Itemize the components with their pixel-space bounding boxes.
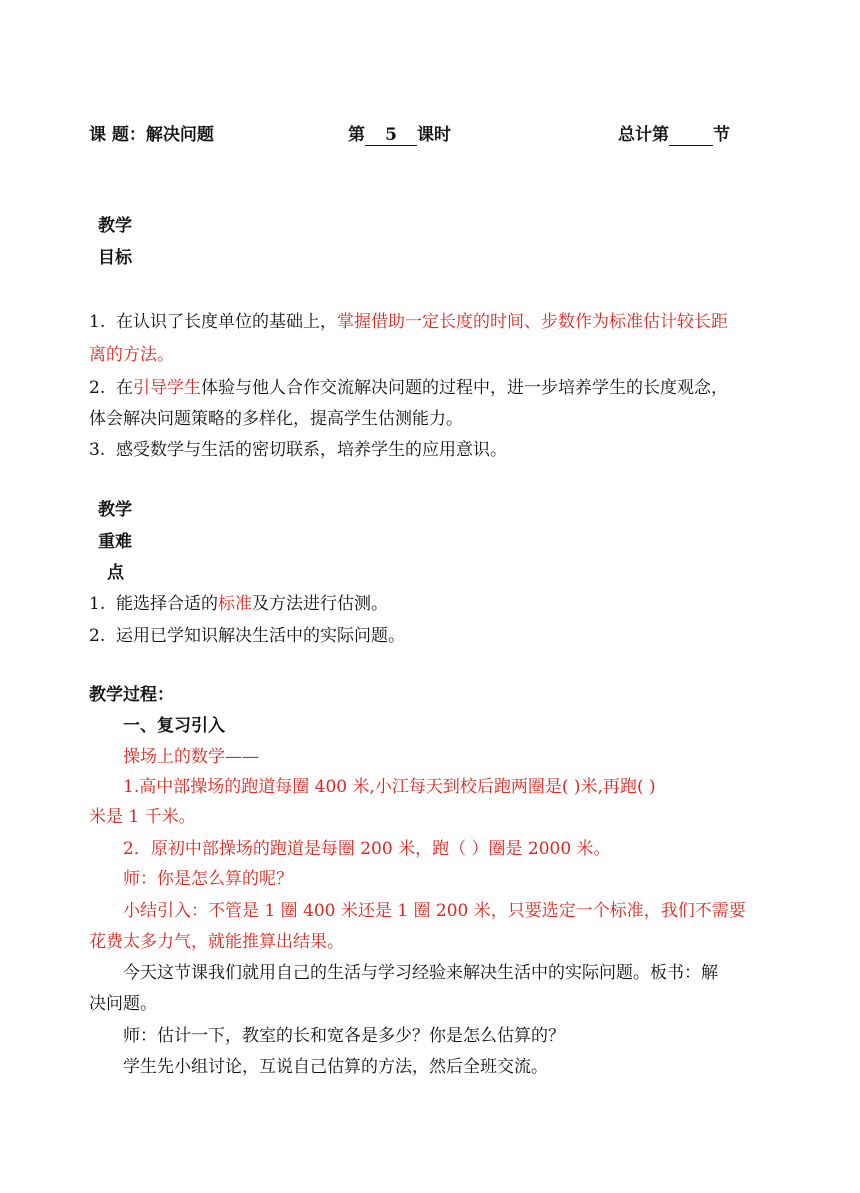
process-para-5: 小结引入：不管是 1 圈 400 米还是 1 圈 200 米，只要选定一个标准，我们不需要 — [123, 901, 746, 921]
topic-label: 课 题： — [89, 125, 146, 145]
process-para-5-cont: 花费太多力气，就能推算出结果。 — [89, 932, 344, 952]
goal-item-2: 2. 在引导学生体验与他人合作交流解决问题的过程中，进一步培养学生的长度观念， — [89, 378, 729, 398]
goal-item-1-cont: 离的方法。 — [89, 345, 174, 365]
total-suffix: 节 — [713, 125, 730, 145]
process-para-2-cont: 米是 1 千米。 — [89, 807, 196, 827]
goal-item-2-cont: 体会解决问题策略的多样化，提高学生估测能力。 — [89, 409, 463, 429]
process-para-7: 师：估计一下，教室的长和宽各是多少？你是怎么估算的？ — [123, 1026, 565, 1046]
topic-value: 解决问题 — [145, 125, 214, 145]
keypoints-label-1: 教学 — [98, 500, 132, 520]
topic-line — [89, 120, 214, 145]
keypoints-label-2: 重难 — [98, 532, 132, 552]
process-para-6-cont: 决问题。 — [89, 994, 157, 1014]
total-count-blank — [669, 125, 713, 146]
keypoint-item-2: 2. 运用已学知识解决生活中的实际问题。 — [89, 626, 406, 646]
goal-item-1: 1. 在认识了长度单位的基础上，掌握借助一定长度的时间、步数作为标准估计较长距 — [89, 312, 729, 332]
goals-label-1: 教学 — [98, 216, 132, 236]
total-count-line — [618, 120, 730, 146]
lesson-suffix: 课时 — [417, 125, 451, 145]
goals-label-2: 目标 — [98, 248, 132, 268]
keypoint-item-1: 1. 能选择合适的标准及方法进行估测。 — [89, 594, 389, 614]
lesson-number: 5 — [365, 125, 417, 146]
process-para-4: 师：你是怎么算的呢？ — [123, 869, 293, 889]
goal-item-3: 3. 感受数学与生活的密切联系，培养学生的应用意识。 — [89, 440, 508, 460]
section-review-intro: 一、复习引入 — [123, 716, 225, 736]
process-para-3: 2．原初中部操场的跑道是每圈 200 米，跑（ ）圈是 2000 米。 — [123, 839, 611, 859]
process-title: 教学过程： — [89, 685, 174, 705]
keypoints-label-3: 点 — [107, 563, 124, 583]
lesson-prefix: 第 — [348, 125, 365, 145]
lesson-number-line — [348, 120, 451, 146]
process-para-1: 操场上的数学—— — [123, 747, 259, 767]
total-prefix: 总计第 — [618, 125, 669, 145]
process-para-6: 今天这节课我们就用自己的生活与学习经验来解决生活中的实际问题。板书：解 — [123, 963, 718, 983]
process-para-2: 1.高中部操场的跑道每圈 400 米,小江每天到校后跑两圈是( )米,再跑( ) — [123, 777, 656, 797]
process-para-8: 学生先小组讨论，互说自己估算的方法，然后全班交流。 — [123, 1057, 548, 1077]
